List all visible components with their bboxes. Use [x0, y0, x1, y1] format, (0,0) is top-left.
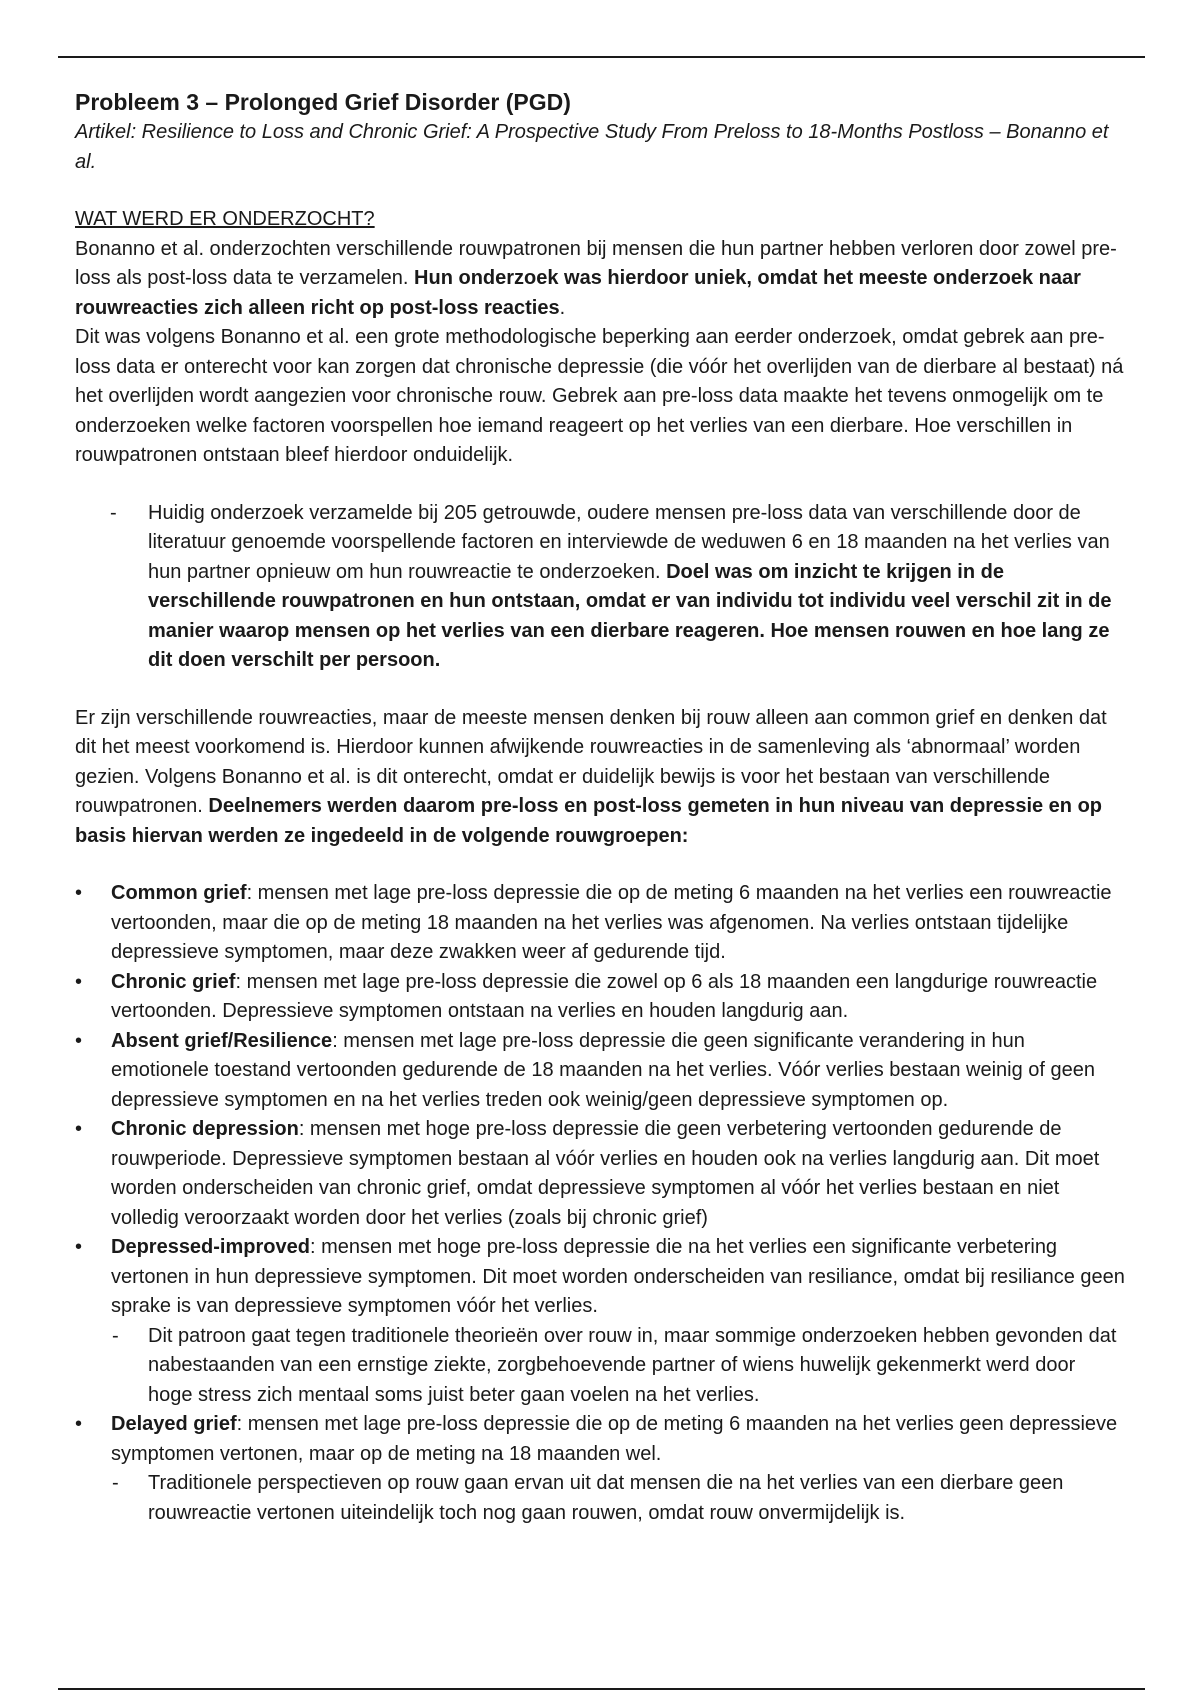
group-term: Chronic grief	[111, 970, 236, 993]
header-rule	[58, 56, 1145, 58]
bullet-marker: •	[75, 970, 83, 993]
intro-paragraph-2: Dit was volgens Bonanno et al. een grote methodologische beperking aan eerder onderzoek, omdat gebrek aan pre-loss data er onterecht voor kan zorgen dat chronische depressie (die vóór het overlijden van de dierbare al bestaat) ná het overlijden wordt aangezien voor chronische rouw. Gebrek aan pre-loss data maakte het tevens onmogelijk om te onderzoeken welke factoren voorspellen hoe iemand reageert op het verlies van een dierbare. Hoe verschillen in rouwpatronen ontstaan bleef hierdoor onduidelijk.	[75, 326, 1124, 466]
article-subtitle: Artikel: Resilience to Loss and Chronic Grief: A Prospective Study From Preloss to 18-Months Postloss – Bonanno et al.	[75, 121, 1109, 173]
note-text: Traditionele perspectieven op rouw gaan ervan uit dat mensen die na het verlies van een dierbare geen rouwreactie vertonen uiteindelijk toch nog gaan rouwen, omdat rouw onvermijdelijk is.	[148, 1472, 1064, 1524]
group-description: : mensen met hoge pre-loss depressie die geen verbetering vertoonden gedurende de rouwperiode. Depressieve symptomen bestaan al vóór verlies en houden ook na verlies langdurig aan. Dit moet worden onderscheiden van chronic grief, omdat depressieve symptomen al vóór het verlies bestaan en niet volledig veroorzaakt worden door het verlies (zoals bij chronic grief)	[111, 1118, 1100, 1229]
intro-period: .	[559, 296, 566, 319]
group-chronic-depression	[75, 1115, 1125, 1233]
group-term: Depressed-improved	[111, 1236, 310, 1258]
bullet-marker: •	[75, 1413, 83, 1435]
intro-emphasis: Hun onderzoek was hierdoor uniek, omdat het meeste onderzoek naar rouwreacties zich alleen richt op post-loss reacties	[75, 267, 1081, 319]
dash-marker: -	[112, 1324, 119, 1347]
group-description: : mensen met lage pre-loss depressie die op de meting 6 maanden na het verlies geen depressieve symptomen vertonen, maar op de meting na 18 maanden wel.	[111, 1413, 1118, 1465]
note-text: Dit patroon gaat tegen traditionele theorieën over rouw in, maar sommige onderzoeken hebben gevonden dat nabestaanden van een ernstige ziekte, zorgbehoevende partner of wiens huwelijk gekenmerkt werd door hoge stress zich mentaal soms juist beter gaan voelen na het verlies.	[148, 1324, 1117, 1406]
dash-marker: -	[112, 1472, 119, 1494]
group-term: Delayed grief	[111, 1413, 237, 1435]
reactions-paragraph	[75, 704, 1125, 852]
group-description: : mensen met lage pre-loss depressie die zowel op 6 als 18 maanden een langdurige rouwreactie vertoonden. Depressieve symptomen ontstaan na verlies en houden langdurig aan.	[111, 970, 1098, 1022]
group-term: Common grief	[111, 882, 247, 904]
group-delayed-grief	[75, 1410, 1125, 1469]
study-text: Huidig onderzoek verzamelde bij 205 getrouwde, oudere mensen pre-loss data van verschillende door de literatuur genoemde voorspellende factoren en interviewde de weduwen 6 en 18 maanden na het verlies van hun partner opnieuw om hun rouwreactie te onderzoeken.	[148, 501, 1110, 583]
group-chronic-grief	[75, 968, 1125, 1027]
group-common-grief	[75, 879, 1125, 968]
bullet-marker: •	[75, 882, 83, 904]
bullet-marker: •	[75, 1029, 83, 1052]
page-title: Probleem 3 – Prolonged Grief Disorder (PGD)	[75, 89, 571, 115]
reactions-emphasis: Deelnemers werden daarom pre-loss en post-loss gemeten in hun niveau van depressie en op basis hiervan werden ze ingedeeld in de volgende rouwgroepen:	[75, 795, 1103, 847]
document-page	[75, 86, 1125, 1528]
bullet-marker: •	[75, 1236, 83, 1258]
group-description: : mensen met lage pre-loss depressie die op de meting 6 maanden na het verlies een rouwreactie vertoonden, maar die op de meting 18 maanden na het verlies was afgenomen. Na verlies ontstaan tijdelijke depressieve symptomen, maar deze zwakken weer af gedurende tijd.	[111, 882, 1112, 963]
group-absent-grief	[75, 1027, 1125, 1116]
study-list-item	[75, 499, 1125, 676]
depressed-improved-note	[75, 1322, 1125, 1411]
reactions-text: Er zijn verschillende rouwreacties, maar de meeste mensen denken bij rouw alleen aan common grief en denken dat dit het meest voorkomend is. Hierdoor kunnen afwijkende rouwreacties in de samenleving als ‘abnormaal’ worden gezien. Volgens Bonanno et al. is dit onterecht, omdat er duidelijk bewijs is voor het bestaan van verschillende rouwpatronen.	[75, 706, 1107, 817]
footer-rule	[58, 1688, 1145, 1690]
dash-marker: -	[110, 501, 117, 524]
group-term: Chronic depression	[111, 1118, 299, 1140]
group-depressed-improved	[75, 1233, 1125, 1322]
intro-text: Bonanno et al. onderzochten verschillende rouwpatronen bij mensen die hun partner hebben verloren door zowel pre-loss als post-loss data te verzamelen.	[75, 237, 1117, 289]
study-goal: Doel was om inzicht te krijgen in de verschillende rouwpatronen en hun ontstaan, omdat er van individu tot individu veel verschil zit in de manier waarop mensen op het verlies van een dierbare reageren. Hoe mensen rouwen en hoe lang ze dit doen verschilt per persoon.	[148, 560, 1112, 671]
group-description: : mensen met hoge pre-loss depressie die na het verlies een significante verbetering vertonen in hun depressieve symptomen. Dit moet worden onderscheiden van resiliance, omdat bij resiliance geen sprake is van depressieve symptomen vóór het verlies.	[111, 1236, 1125, 1317]
section-heading: WAT WERD ER ONDERZOCHT?	[75, 208, 375, 230]
bullet-marker: •	[75, 1118, 83, 1140]
intro-paragraph-1	[75, 235, 1125, 324]
group-term: Absent grief/Resilience	[111, 1029, 333, 1052]
group-description: : mensen met lage pre-loss depressie die geen significante verandering in hun emotionele toestand vertoonden gedurende de 18 maanden na het verlies. Vóór verlies bestaan weinig of geen depressieve symptomen en na het verlies treden ook weinig/geen depressieve symptomen op.	[111, 1029, 1096, 1111]
delayed-grief-note	[75, 1469, 1125, 1528]
